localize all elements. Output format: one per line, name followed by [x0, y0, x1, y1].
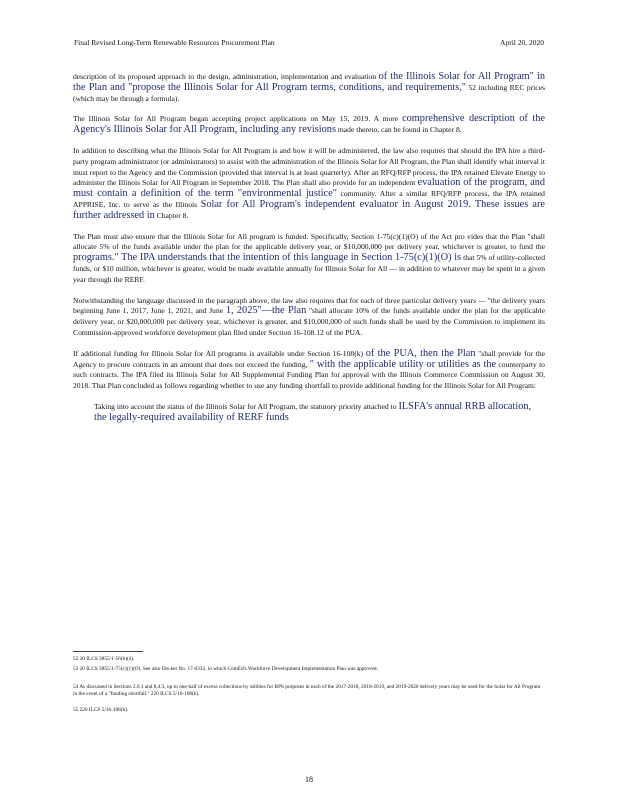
paragraph — [73, 349, 545, 392]
text-run: Notwithstanding the language discussed in the paragraph above, the law also requires that for each of three particular delivery years — "the delivery years beginning June 1, 2017, June 1, 2021, and June — [73, 295, 545, 316]
paragraph — [73, 72, 545, 104]
text-run: " with the applicable utility or utilities as the — [309, 358, 497, 370]
text-run: of the Illinois Solar for All Program" in the Plan and "propose the Illinois Solar for All Program terms, conditions, and requirements," — [73, 71, 545, 93]
text-run: 1, 2025"—the Plan — [225, 305, 307, 317]
text-run: of the PUA, then the Plan — [365, 347, 476, 359]
text-run: description of its proposed approach to the design, administration, implementation and evaluation — [73, 72, 377, 81]
text-run: counterparty to such contracts. The IPA filed its Illinois Solar for All Supplemental Funding Plan for approval with the Illinois Commerce Commission on August 30, 2018. That Plan concluded as follows regarding whether to use any funding shortfall to provide additional funding for the Illinois Solar for All Program: — [73, 359, 545, 391]
text-run: "shall provide for the Agency to procure contracts in an amount that does not exceed the funding, — [73, 348, 545, 369]
footnote-divider — [73, 651, 143, 652]
text-run: If additional funding for Illinois Solar for All programs is available under Section 16-108(k) — [73, 348, 364, 358]
paragraph — [73, 114, 545, 136]
footnote: 54 As discussed in Sections 2.6.1 and 8.4.3, up to one-half of excess collections by utilities for RPS purposes in each of the 2017-2018, 2018-2019, and 2019-2020 delivery years may be used for the Solar for All Program in the event of a "funding shortfall." 220 ILCS 5/16-108(k). — [73, 684, 541, 698]
paragraph — [73, 146, 545, 222]
body-text — [73, 72, 545, 424]
page-number: 18 — [305, 775, 313, 784]
text-run: In addition to describing what the Illinois Solar for All Program is and how it will be administered, the law also requires that should the IPA hire a third-party program administrator (or administrators) to assist with the administration of the Illinois Solar for All Program, the Plan shall identify what interval it must report to the Agency and the Commission (provided that interval is at least quarterly). After an RFQ/RFP process, the IPA retained Elevate Energy to administer the Illinois Solar for All Program in September 2018. The Plan shall also provide for an independent — [73, 145, 545, 188]
text-run: Solar for All Program's independent evaluator in August 2019. These issues are further addressed in — [73, 198, 546, 221]
text-run: comprehensive description of the Agency's Illinois Solar for All Program, including any revisions — [73, 113, 545, 136]
text-run: 52 including REC prices (which may be through a formula). — [73, 82, 545, 103]
running-header — [74, 38, 544, 47]
text-run: evaluation of the program, and must contain a definition of the term "environmental justice" — [73, 177, 546, 200]
text-run: "shall allocate 10% of the funds available under the plan for the applicable delivery year, or $20,000,000 per delivery year, whichever is greater, and $10,000,000 of such funds shall be used by the Commission to implement its Commission-approved workforce development plan filed under Section 16-108.12 of the PUA. — [73, 306, 545, 337]
text-run: ILSFA's annual RRB allocation, the legally-required availability of RERF funds — [94, 400, 532, 423]
text-run: The Plan must also ensure that the Illinois Solar for All program is funded. Specifically, Section 1-75(c)(1)(O) of the Act pro — [73, 231, 465, 241]
block-quote — [94, 402, 545, 424]
paragraph — [73, 296, 545, 339]
text-run: that 5% of utility-collected funds, or $10 million, whichever is greater, would be made available annually for Illinois Solar for All — in addition to whatever may be spent in a given year through the RERF. — [73, 253, 545, 284]
text-run: The Illinois Solar for All Program began accepting project applications on May 15, 2019. A more — [73, 114, 399, 124]
text-run: programs." The IPA understands that the intention of this language in Section 1-75(c)(1)(O) is — [73, 252, 462, 264]
paragraph — [73, 232, 545, 286]
text-run: made thereto, can be found in Chapter 8. — [337, 125, 462, 135]
footnote: 52 20 ILCS 3855/1-56(b)(4). — [73, 656, 135, 662]
footnote: 53 20 ILCS 3855/1-75(c)(1)(O). See also Docket No. 17-0332, in which ComEd's Workforce Development Implementation Plan was approved. — [73, 666, 378, 672]
text-run: community. After a similar RFQ/RFP process, the IPA retained APPRISE, Inc. to serve as the Illinois — [73, 189, 545, 209]
text-run: Taking into account the status of the Illinois Solar for All Program, the statutory priority attached to — [94, 401, 397, 411]
header-title: Final Revised Long-Term Renewable Resources Procurement Plan — [74, 38, 275, 47]
footnote: 55 220 ILCS 5/16-108(k). — [73, 707, 129, 713]
text-run: vides that the Plan "shall allocate 5% of the funds available under the plan for the applicable delivery year, or $10,000,000 per delivery year, whichever is greater, to fund the — [73, 231, 545, 252]
text-run: Chapter 8. — [156, 210, 189, 220]
header-date: April 20, 2020 — [500, 38, 544, 47]
